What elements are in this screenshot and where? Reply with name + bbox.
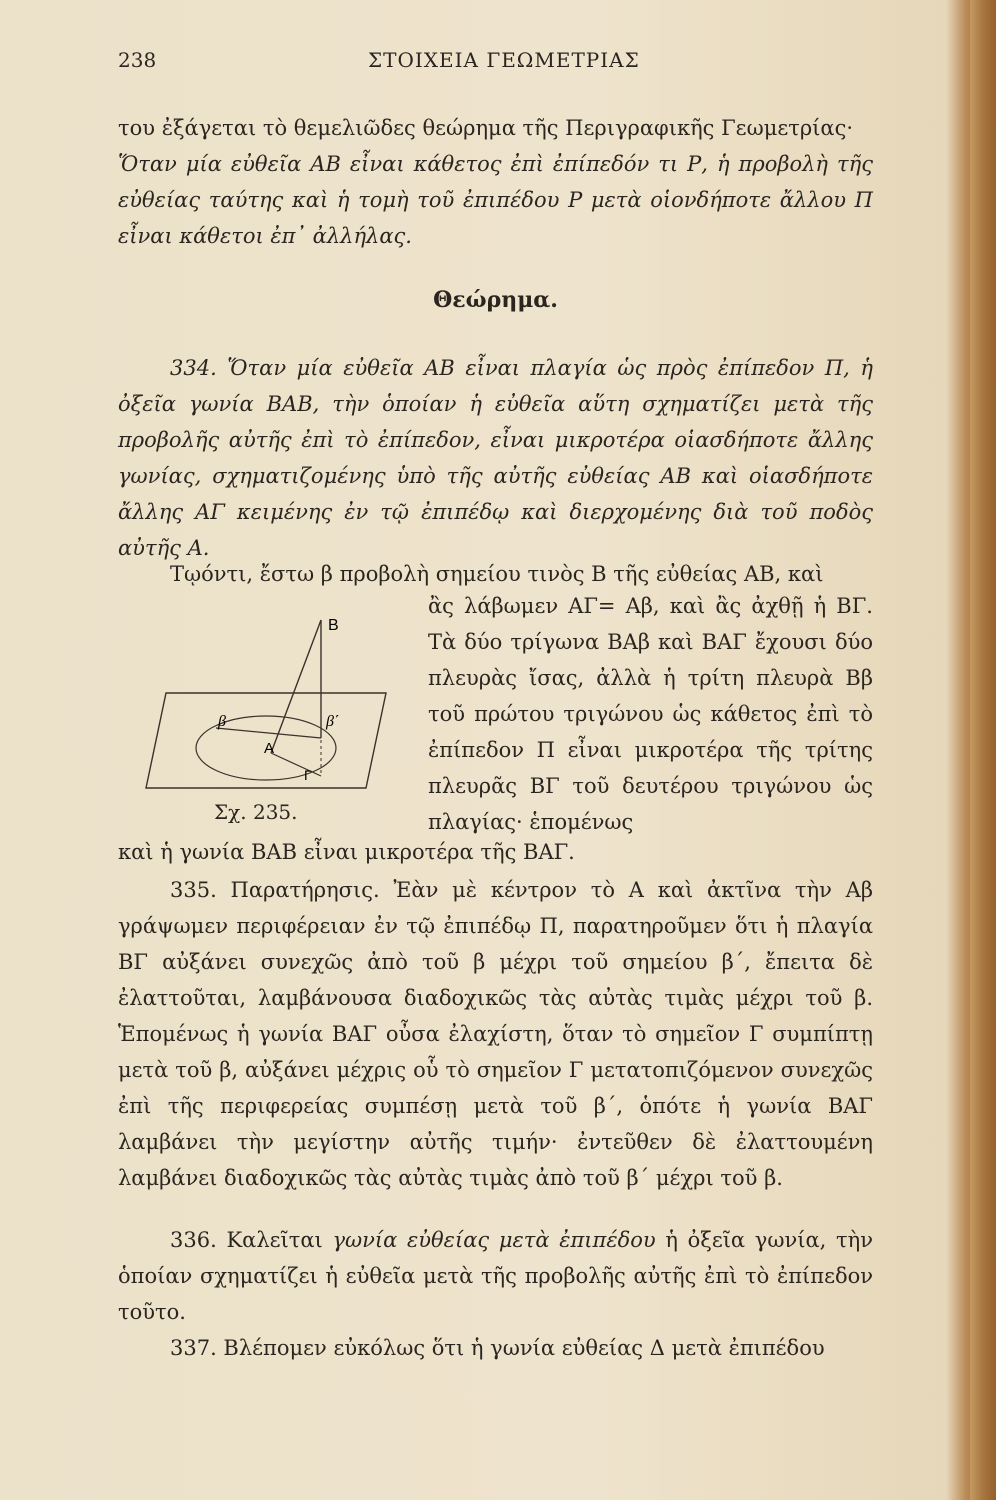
label-G: Γ xyxy=(304,767,312,783)
page-edge xyxy=(970,0,996,1500)
section-337 xyxy=(118,1330,873,1366)
label-B: B xyxy=(328,617,339,634)
section-336-term: γωνία εὐθείας μετὰ ἐπιπέδου xyxy=(332,1228,656,1252)
section-336-rest: ἡ ὀξεῖα γωνία, τὴν ὁποίαν σχηματίζει ἡ εὐθεῖα μετὰ τῆς προβολῆς αὐτῆς ἐπὶ τὸ ἐπίπεδον τοῦτο. xyxy=(118,1228,873,1324)
label-A: A xyxy=(264,740,275,757)
section-heading: Θεώρημα. xyxy=(433,287,558,313)
figure-235 xyxy=(136,598,406,808)
section-337-text: 337. Βλέπομεν εὐκόλως ὅτι ἡ γωνία εὐθείας Δ μετὰ ἐπιπέδου xyxy=(170,1336,825,1360)
intro-theorem: Ὅταν μία εὐθεῖα ΑΒ εἶναι κάθετος ἐπὶ ἐπίπεδόν τι Ρ, ἡ προβολὴ τῆς εὐθείας ταύτης καὶ ἡ τομὴ τοῦ ἐπιπέδου Ρ μετὰ οἱονδήποτε ἄλλου Π εἶναι κάθετοι ἐπ᾽ ἀλλήλας. xyxy=(118,152,873,248)
label-b: β xyxy=(218,713,226,730)
proof-right-column xyxy=(428,588,873,840)
running-header xyxy=(118,48,873,78)
intro-line: του ἐξάγεται τὸ θεμελιῶδες θεώρημα τῆς Περιγραφικῆς Γεωμετρίας· xyxy=(118,116,854,140)
label-b-prime: β΄ xyxy=(326,713,340,730)
line-AB xyxy=(271,620,321,753)
section-334-text: 334. Ὅταν μία εὐθεῖα ΑΒ εἶναι πλαγία ὡς πρὸς ἐπίπεδον Π, ἡ ὀξεῖα γωνία ΒΑΒ, τὴν ὁποίαν ἡ εὐθεῖα αὕτη σχηματίζει μετὰ τῆς προβολῆς αὐτῆς ἐπὶ τὸ ἐπίπεδον, εἶναι μικροτέρα οἱασδήποτε ἄλλης γωνίας, σχηματιζομένης ὑπὸ τῆς αὐτῆς εὐθείας ΑΒ καὶ οἱασδήποτε ἄλλης ΑΓ κειμένης ἐν τῷ ἐπιπέδῳ καὶ διερχομένης διὰ τοῦ ποδὸς αὐτῆς Α. xyxy=(118,356,873,560)
proof-end: καὶ ἡ γωνία ΒΑΒ εἶναι μικροτέρα τῆς ΒΑΓ. xyxy=(118,840,575,864)
proof-right-text: ἂς λάβωμεν ΑΓ= Αβ, καὶ ἂς ἀχθῇ ἡ ΒΓ. Τὰ δύο τρίγωνα ΒΑβ καὶ ΒΑΓ ἔχουσι δύο πλευρὰς ἴσας, ἀλλὰ ἡ τρίτη πλευρὰ Ββ τοῦ πρώτου τριγώνου ὡς κάθετος ἐπὶ τὸ ἐπίπεδον Π εἶναι μικροτέρα τῆς τρίτης πλευρᾶς ΒΓ τοῦ δευτέρου τριγώνου ὡς πλαγίας· ἑπομένως xyxy=(428,594,873,834)
running-title: ΣΤΟΙΧΕΙΑ ΓΕΩΜΕΤΡΙΑΣ xyxy=(368,48,640,72)
page-number: 238 xyxy=(118,48,157,72)
intro-block xyxy=(118,110,873,254)
section-334 xyxy=(118,350,873,566)
figure-caption: Σχ. 235. xyxy=(214,800,298,824)
section-336-number: 336. xyxy=(170,1228,217,1252)
section-335 xyxy=(118,872,873,1196)
proof-first-line: Τῳόντι, ἔστω β προβολὴ σημείου τινὸς Β τῆς εὐθείας ΑΒ, καὶ xyxy=(170,562,824,586)
section-336-lead: Καλεῖται xyxy=(226,1228,323,1252)
line-AG xyxy=(271,753,321,776)
section-335-text: 335. Παρατήρησις. Ἐὰν μὲ κέντρον τὸ Α καὶ ἀκτῖνα τὴν Αβ γράψωμεν περιφέρειαν ἐν τῷ ἐπιπέδῳ Π, παρατηροῦμεν ὅτι ἡ πλαγία ΒΓ αὐξάνει συνεχῶς ἀπὸ τοῦ β μέχρι τοῦ σημείου β΄, ἔπειτα δὲ ἐλαττοῦται, λαμβάνουσα διαδοχικῶς τὰς αὐτὰς τιμὰς μέχρι τοῦ β. Ἑπομένως ἡ γωνία ΒΑΓ οὖσα ἐλαχίστη, ὅταν τὸ σημεῖον Γ συμπίπτῃ μετὰ τοῦ β, αὐξάνει μέχρις οὗ τὸ σημεῖον Γ μετατοπιζόμενον συνεχῶς ἐπὶ τῆς περιφερείας συμπέσῃ μετὰ τοῦ β΄, ὁπότε ἡ γωνία ΒΑΓ λαμβάνει τὴν μεγίστην αὐτῆς τιμήν· ἐντεῦθεν δὲ ἐλαττουμένη λαμβάνει διαδοχικῶς τὰς αὐτὰς τιμὰς ἀπὸ τοῦ β΄ μέχρι τοῦ β. xyxy=(118,878,873,1190)
section-336 xyxy=(118,1222,873,1330)
projection-line xyxy=(216,728,321,738)
